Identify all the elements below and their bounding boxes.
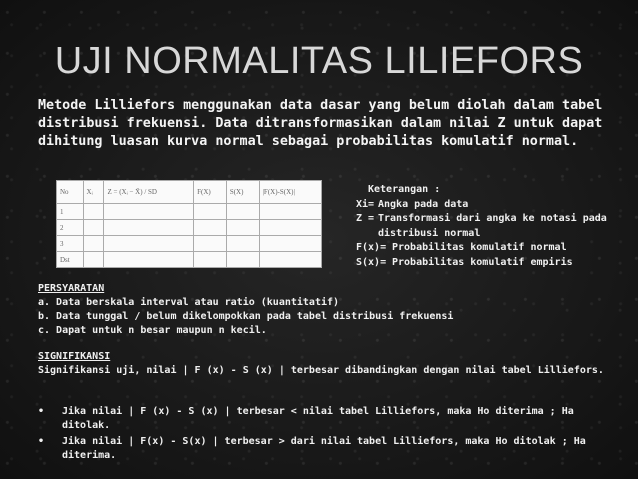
table-cell: [104, 220, 194, 236]
table-cell: [226, 220, 259, 236]
table-cell: [194, 204, 227, 220]
persyaratan-title: PERSYARATAN: [38, 283, 105, 294]
keterangan-value: Angka pada data: [378, 198, 469, 210]
persyaratan-item: a. Data berskala interval atau ratio (kuantitatif): [38, 297, 340, 308]
table-cell: 2: [57, 220, 84, 236]
table-cell: [259, 220, 321, 236]
keterangan-item: [356, 256, 626, 271]
table-row: [57, 220, 322, 236]
col-no: No: [57, 181, 84, 204]
table-cell: 1: [57, 204, 84, 220]
persyaratan-section: [38, 282, 618, 338]
table-row: [57, 236, 322, 252]
keterangan-value: Probabilitas komulatif empiris: [392, 256, 573, 268]
col-sx: S(X): [226, 181, 259, 204]
bullet-icon: •: [38, 436, 45, 447]
intro-paragraph: Metode Lilliefors menggunakan data dasar yang belum diolah dalam tabel distribusi frekuensi. Data ditransformasikan dalam nilai Z untuk dapat dihitung luasan kurva normal sebagai probabilitas komulatif normal.: [38, 98, 603, 149]
table-row: [57, 204, 322, 220]
signifikansi-title: SIGNIFIKANSI: [38, 351, 111, 362]
list-item: [38, 435, 618, 463]
table-cell: Dst: [57, 252, 84, 268]
keterangan-box: [356, 183, 626, 271]
table-cell: [226, 236, 259, 252]
table-cell: [194, 252, 227, 268]
keterangan-item: [356, 198, 626, 213]
table-row: [57, 252, 322, 268]
col-fx: F(X): [194, 181, 227, 204]
keterangan-value: Probabilitas komulatif normal: [392, 242, 567, 254]
table-cell: [83, 252, 104, 268]
keterangan-item: [356, 241, 626, 256]
col-z-formula: Z = (Xᵢ − X̄) / SD: [104, 181, 194, 204]
keterangan-key: S(x)=: [356, 256, 387, 268]
signifikansi-text: Signifikansi uji, nilai | F (x) - S (x) | terbesar dibandingkan dengan nilai tabel Lilliefors.: [38, 365, 604, 376]
table-cell: [226, 252, 259, 268]
table-cell: [194, 220, 227, 236]
persyaratan-item: b. Data tunggal / belum dikelompokkan pada tabel distribusi frekuensi: [38, 311, 454, 322]
signifikansi-bullets: [38, 405, 618, 465]
table-cell: 3: [57, 236, 84, 252]
distribution-table-image: [56, 180, 322, 268]
table-cell: [83, 204, 104, 220]
persyaratan-item: c. Dapat untuk n besar maupun n kecil.: [38, 325, 267, 336]
keterangan-title: Keterangan :: [368, 184, 441, 195]
table-cell: [259, 252, 321, 268]
bullet-text: Jika nilai | F (x) - S (x) | terbesar < nilai tabel Lilliefors, maka Ho diterima ; Ha ditolak.: [62, 406, 574, 431]
table-header-row: [57, 181, 322, 204]
table-cell: [104, 236, 194, 252]
table-cell: [104, 252, 194, 268]
list-item: [38, 405, 618, 433]
bullet-text: Jika nilai | F(x) - S(x) | terbesar > dari nilai tabel Lilliefors, maka Ho ditolak ; Ha diterima.: [62, 436, 586, 461]
table-cell: [83, 236, 104, 252]
table-cell: [194, 236, 227, 252]
table-cell: [226, 204, 259, 220]
col-abs-diff: |F(X)-S(X)|: [259, 181, 321, 204]
col-xi: Xᵢ: [83, 181, 104, 204]
table-cell: [104, 204, 194, 220]
bullet-icon: •: [38, 406, 45, 417]
keterangan-key: Z =: [356, 213, 375, 225]
table-cell: [83, 220, 104, 236]
keterangan-key: F(x)=: [356, 242, 387, 254]
table-cell: [259, 204, 321, 220]
keterangan-key: Xi=: [356, 198, 375, 210]
distribution-table: [56, 180, 322, 268]
signifikansi-section: [38, 350, 618, 378]
slide-title: UJI NORMALITAS LILIEFORS: [54, 40, 584, 82]
keterangan-item: [356, 212, 626, 241]
keterangan-value: Transformasi dari angka ke notasi pada distribusi normal: [378, 213, 607, 239]
table-cell: [259, 236, 321, 252]
